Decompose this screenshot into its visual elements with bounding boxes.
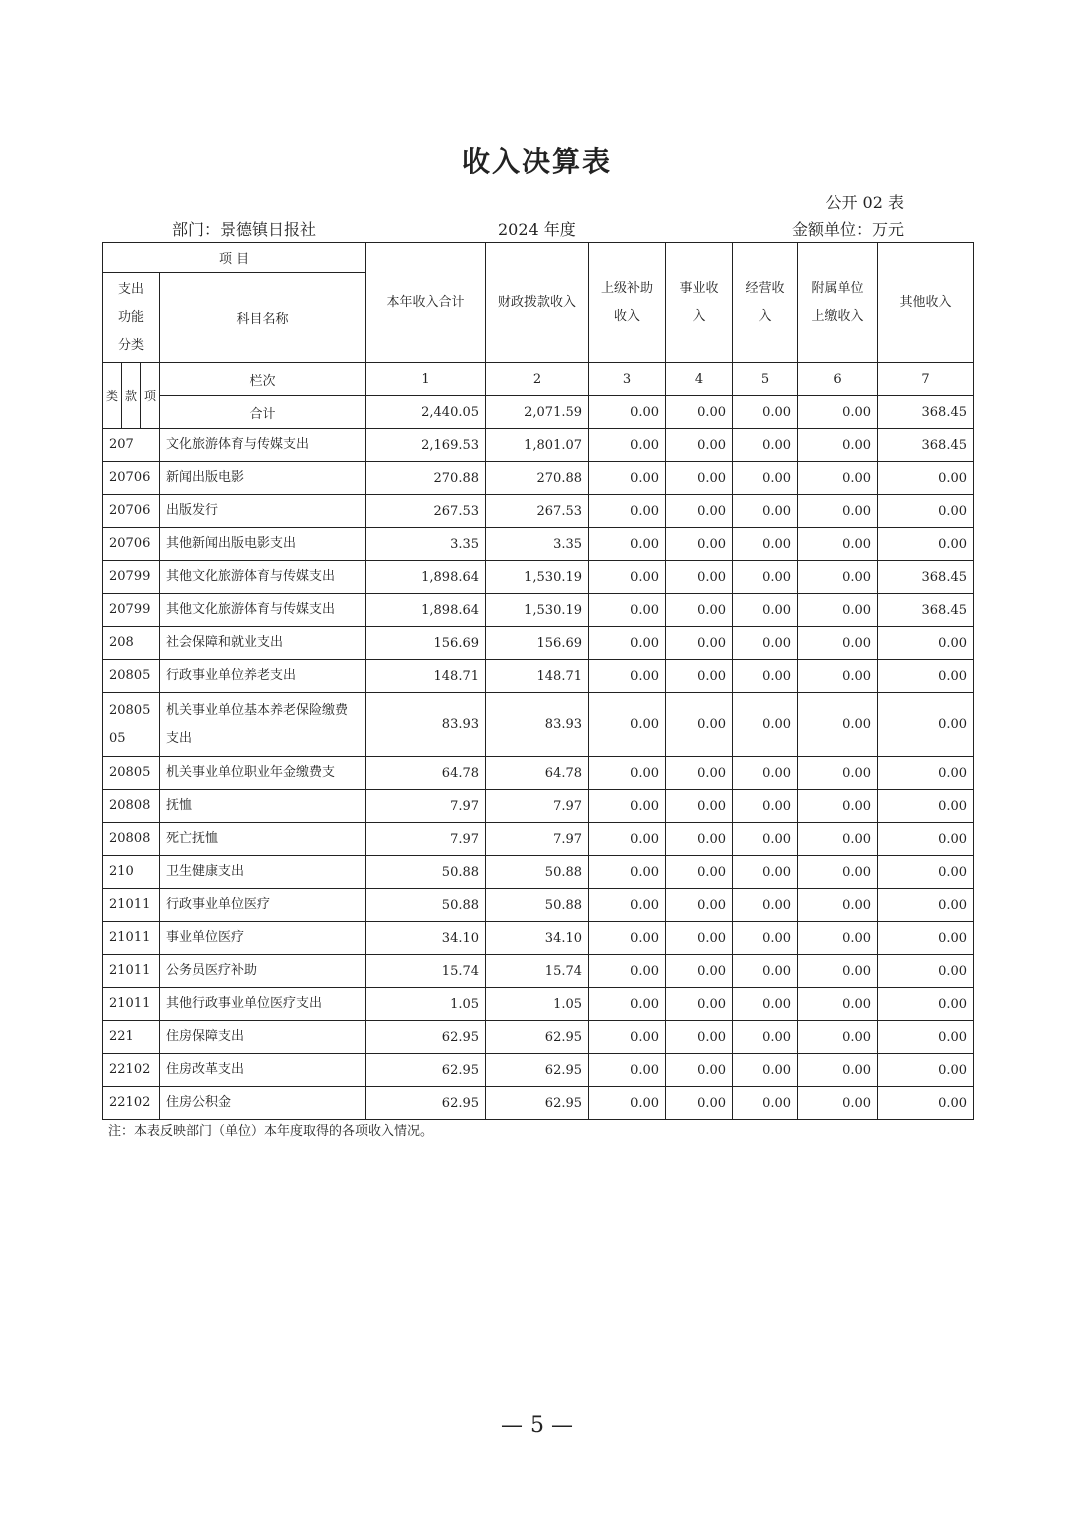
subject-name: 文化旅游体育与传媒支出 [160,429,366,462]
amount-cell: 0.00 [878,757,974,790]
amount-cell: 0.00 [733,757,798,790]
amount-cell: 0.00 [798,429,878,462]
subject-name: 其他新闻出版电影支出 [160,528,366,561]
amount-cell: 0.00 [878,627,974,660]
amount-cell: 0.00 [798,955,878,988]
subject-name: 公务员医疗补助 [160,955,366,988]
amount-cell: 0.00 [733,790,798,823]
subject-code: 20805 [103,757,160,790]
subject-name: 其他文化旅游体育与传媒支出 [160,594,366,627]
amount-cell: 1,801.07 [486,429,589,462]
header-item: 项 目 [103,243,366,273]
amount-cell: 0.00 [666,823,733,856]
amount-cell: 148.71 [486,660,589,693]
amount-cell: 0.00 [666,988,733,1021]
amount-cell: 0.00 [666,1054,733,1087]
amount-cell: 0.00 [733,429,798,462]
kuan-header: 款 [122,363,141,429]
amount-cell: 0.00 [666,1087,733,1120]
amount-cell: 0.00 [666,561,733,594]
subject-name: 住房保障支出 [160,1021,366,1054]
department-label: 部门：景德镇日报社 [172,220,317,239]
amount-cell: 0.00 [666,462,733,495]
col-number: 3 [589,363,666,396]
amount-cell: 0.00 [733,528,798,561]
amount-cell: 0.00 [589,922,666,955]
subject-code: 208 [103,627,160,660]
amount-cell: 64.78 [486,757,589,790]
amount-cell: 0.00 [589,693,666,757]
amount-cell: 50.88 [366,856,486,889]
amount-cell: 50.88 [486,889,589,922]
subject-name: 死亡抚恤 [160,823,366,856]
amount-cell: 148.71 [366,660,486,693]
amount-cell: 0.00 [798,856,878,889]
total-value: 0.00 [798,396,878,429]
col-header: 上级补助收入 [589,243,666,363]
amount-cell: 0.00 [666,528,733,561]
unit-label: 金额单位：万元 [791,220,904,239]
amount-cell: 0.00 [878,889,974,922]
amount-cell: 0.00 [878,823,974,856]
amount-cell: 0.00 [589,561,666,594]
amount-cell: 7.97 [486,790,589,823]
amount-cell: 0.00 [666,627,733,660]
amount-cell: 62.95 [366,1021,486,1054]
amount-cell: 62.95 [486,1054,589,1087]
amount-cell: 7.97 [486,823,589,856]
amount-cell: 0.00 [666,1021,733,1054]
page-title: 收入决算表 [461,145,612,178]
table-row [103,988,974,1021]
amount-cell: 0.00 [733,955,798,988]
total-value: 2,440.05 [366,396,486,429]
amount-cell: 0.00 [798,922,878,955]
amount-cell: 0.00 [733,1087,798,1120]
amount-cell: 0.00 [589,823,666,856]
table-row [103,1054,974,1087]
col-number: 2 [486,363,589,396]
subject-code: 20808 [103,823,160,856]
amount-cell: 0.00 [666,856,733,889]
table-row [103,823,974,856]
amount-cell: 0.00 [589,790,666,823]
subject-name: 行政事业单位医疗 [160,889,366,922]
amount-cell: 0.00 [878,495,974,528]
table-row [103,594,974,627]
amount-cell: 2,169.53 [366,429,486,462]
amount-cell: 0.00 [666,790,733,823]
subject-code: 21011 [103,988,160,1021]
amount-cell: 0.00 [589,528,666,561]
amount-cell: 50.88 [486,856,589,889]
table-row [103,627,974,660]
subject-code: 21011 [103,955,160,988]
table-row [103,856,974,889]
subject-code: 20799 [103,561,160,594]
table-row [103,1087,974,1120]
amount-cell: 15.74 [366,955,486,988]
subject-code: 20799 [103,594,160,627]
subject-name: 机关事业单位基本养老保险缴费支出 [160,693,366,757]
amount-cell: 34.10 [366,922,486,955]
amount-cell: 0.00 [589,1054,666,1087]
amount-cell: 267.53 [486,495,589,528]
xiang-header: 项 [141,363,160,429]
amount-cell: 0.00 [733,627,798,660]
amount-cell: 270.88 [486,462,589,495]
subject-name: 机关事业单位职业年金缴费支 [160,757,366,790]
subject-name: 新闻出版电影 [160,462,366,495]
total-label: 合计 [160,396,366,429]
amount-cell: 0.00 [798,660,878,693]
amount-cell: 62.95 [366,1087,486,1120]
amount-cell: 0.00 [798,627,878,660]
table-row [103,922,974,955]
amount-cell: 0.00 [878,1021,974,1054]
total-value: 2,071.59 [486,396,589,429]
amount-cell: 0.00 [798,1021,878,1054]
col-number: 4 [666,363,733,396]
subject-name: 抚恤 [160,790,366,823]
amount-cell: 368.45 [878,561,974,594]
amount-cell: 62.95 [366,1054,486,1087]
amount-cell: 0.00 [798,561,878,594]
meta-line [0,217,1074,241]
total-value: 0.00 [666,396,733,429]
amount-cell: 0.00 [589,594,666,627]
amount-cell: 83.93 [486,693,589,757]
amount-cell: 0.00 [733,693,798,757]
amount-cell: 0.00 [733,988,798,1021]
subject-code: 207 [103,429,160,462]
amount-cell: 0.00 [666,757,733,790]
amount-cell: 0.00 [878,790,974,823]
subject-code: 21011 [103,889,160,922]
amount-cell: 0.00 [798,495,878,528]
amount-cell: 1,898.64 [366,594,486,627]
amount-cell: 0.00 [589,856,666,889]
table-row [103,495,974,528]
table-row [103,1021,974,1054]
amount-cell: 3.35 [486,528,589,561]
amount-cell: 0.00 [666,495,733,528]
table-row [103,561,974,594]
subject-name: 住房公积金 [160,1087,366,1120]
table-row [103,528,974,561]
table-row [103,462,974,495]
subject-code: 210 [103,856,160,889]
amount-cell: 0.00 [666,660,733,693]
amount-cell: 368.45 [878,594,974,627]
subject-name: 其他文化旅游体育与传媒支出 [160,561,366,594]
amount-cell: 0.00 [798,693,878,757]
col-number: 5 [733,363,798,396]
amount-cell: 0.00 [878,693,974,757]
subject-name-header: 科目名称 [160,273,366,363]
amount-cell: 0.00 [733,495,798,528]
amount-cell: 1.05 [366,988,486,1021]
table-note: 注：本表反映部门（单位）本年度取得的各项收入情况。 [108,1124,434,1139]
amount-cell: 0.00 [589,627,666,660]
row-label: 栏次 [160,363,366,396]
amount-cell: 0.00 [666,889,733,922]
amount-cell: 270.88 [366,462,486,495]
col-header: 财政拨款收入 [486,243,589,363]
subject-name: 社会保障和就业支出 [160,627,366,660]
amount-cell: 0.00 [733,922,798,955]
amount-cell: 0.00 [589,1087,666,1120]
subject-code: 20805 [103,660,160,693]
amount-cell: 0.00 [666,922,733,955]
amount-cell: 0.00 [589,1021,666,1054]
year-label: 2024 年度 [498,220,576,239]
subject-code: 22102 [103,1087,160,1120]
amount-cell: 0.00 [666,594,733,627]
total-value: 0.00 [733,396,798,429]
amount-cell: 34.10 [486,922,589,955]
amount-cell: 1,530.19 [486,594,589,627]
amount-cell: 7.97 [366,790,486,823]
subject-name: 卫生健康支出 [160,856,366,889]
amount-cell: 0.00 [878,922,974,955]
col-header: 附属单位上缴收入 [798,243,878,363]
amount-cell: 50.88 [366,889,486,922]
amount-cell: 0.00 [878,1054,974,1087]
amount-cell: 62.95 [486,1021,589,1054]
form-number: 公开 02 表 [825,193,904,212]
amount-cell: 0.00 [733,1021,798,1054]
func-class-header: 支出功能分类 [103,273,160,363]
amount-cell: 267.53 [366,495,486,528]
amount-cell: 0.00 [589,889,666,922]
total-value: 0.00 [589,396,666,429]
amount-cell: 0.00 [878,528,974,561]
amount-cell: 1.05 [486,988,589,1021]
col-header: 事业收入 [666,243,733,363]
amount-cell: 156.69 [366,627,486,660]
amount-cell: 3.35 [366,528,486,561]
amount-cell: 0.00 [589,988,666,1021]
amount-cell: 0.00 [878,462,974,495]
col-number: 6 [798,363,878,396]
amount-cell: 0.00 [733,660,798,693]
subject-code: 20808 [103,790,160,823]
income-table [102,242,974,1120]
subject-code: 20706 [103,528,160,561]
table-row [103,429,974,462]
page-number: — 5 — [501,1413,573,1438]
col-header: 其他收入 [878,243,974,363]
subject-name: 事业单位医疗 [160,922,366,955]
col-header: 经营收入 [733,243,798,363]
amount-cell: 0.00 [733,1054,798,1087]
subject-code: 22102 [103,1054,160,1087]
amount-cell: 0.00 [798,889,878,922]
amount-cell: 0.00 [798,1087,878,1120]
table-row [103,660,974,693]
amount-cell: 83.93 [366,693,486,757]
amount-cell: 0.00 [666,429,733,462]
amount-cell: 0.00 [589,462,666,495]
amount-cell: 0.00 [798,594,878,627]
amount-cell: 62.95 [486,1087,589,1120]
amount-cell: 0.00 [878,660,974,693]
amount-cell: 0.00 [733,823,798,856]
col-number: 7 [878,363,974,396]
amount-cell: 0.00 [798,1054,878,1087]
subject-name: 其他行政事业单位医疗支出 [160,988,366,1021]
amount-cell: 0.00 [589,757,666,790]
table-row [103,693,974,757]
amount-cell: 0.00 [733,561,798,594]
col-number: 1 [366,363,486,396]
amount-cell: 0.00 [798,823,878,856]
subject-code: 20706 [103,495,160,528]
subject-name: 行政事业单位养老支出 [160,660,366,693]
amount-cell: 0.00 [878,1087,974,1120]
amount-cell: 0.00 [589,955,666,988]
amount-cell: 156.69 [486,627,589,660]
amount-cell: 15.74 [486,955,589,988]
lei-header: 类 [103,363,122,429]
amount-cell: 0.00 [733,856,798,889]
table-row [103,757,974,790]
subject-name: 出版发行 [160,495,366,528]
amount-cell: 0.00 [733,594,798,627]
amount-cell: 0.00 [798,462,878,495]
amount-cell: 0.00 [798,790,878,823]
amount-cell: 0.00 [733,889,798,922]
subject-code: 2080505 [103,693,160,757]
amount-cell: 0.00 [589,660,666,693]
subject-code: 20706 [103,462,160,495]
amount-cell: 0.00 [733,462,798,495]
amount-cell: 0.00 [666,693,733,757]
subject-code: 21011 [103,922,160,955]
amount-cell: 64.78 [366,757,486,790]
amount-cell: 0.00 [589,495,666,528]
subject-name: 住房改革支出 [160,1054,366,1087]
subject-code: 221 [103,1021,160,1054]
amount-cell: 1,898.64 [366,561,486,594]
col-header: 本年收入合计 [366,243,486,363]
table-row [103,790,974,823]
amount-cell: 7.97 [366,823,486,856]
amount-cell: 1,530.19 [486,561,589,594]
amount-cell: 0.00 [878,955,974,988]
amount-cell: 0.00 [798,528,878,561]
amount-cell: 0.00 [798,988,878,1021]
amount-cell: 0.00 [878,856,974,889]
amount-cell: 0.00 [798,757,878,790]
amount-cell: 0.00 [878,988,974,1021]
amount-cell: 0.00 [589,429,666,462]
amount-cell: 0.00 [666,955,733,988]
table-row [103,889,974,922]
amount-cell: 368.45 [878,429,974,462]
table-row [103,955,974,988]
total-value: 368.45 [878,396,974,429]
